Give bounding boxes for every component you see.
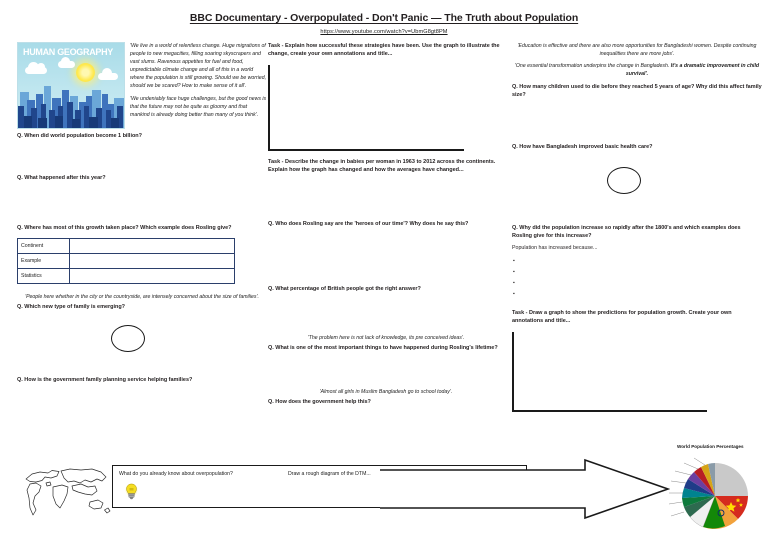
- table-row-label: Statistics: [18, 269, 70, 284]
- question-population-increase-1800s: Q. Why did the population increase so rapidly after the 1800's and which examples does Rosling give for this increase?: [512, 225, 741, 239]
- task-strategies: Task - Explain how successful these strategies have been. Use the graph to illustrate the change, create your own annotations and title...: [268, 43, 500, 57]
- cloud-icon: [25, 67, 47, 74]
- right-quote-2-bold: It's a dramatic improvement in child survival'.: [625, 63, 760, 77]
- middle-column: [268, 42, 504, 406]
- table-row-value[interactable]: [70, 254, 235, 269]
- page-title: BBC Documentary - Overpopulated - Don't Panic — The Truth about Population: [189, 12, 579, 24]
- question-family-planning: Q. How is the government family planning service helping families?: [17, 377, 193, 383]
- answer-circle[interactable]: [111, 325, 145, 352]
- question-health-care: Q. How have Bangladesh improved basic health care?: [512, 144, 653, 150]
- right-quote-2: [512, 62, 762, 78]
- left-column: [17, 42, 267, 384]
- y-axis: [268, 65, 270, 151]
- table-row[interactable]: [18, 239, 235, 254]
- question-heroes-of-our-time: Q. Who does Rosling say are the 'heroes of our time'? Why does he say this?: [268, 221, 469, 227]
- world-map-outline: [22, 465, 112, 520]
- list-item[interactable]: [512, 280, 762, 291]
- world-population-pie-chart: [653, 442, 765, 542]
- list-item[interactable]: [512, 258, 762, 269]
- left-quote-1: 'We live in a world of relentless change. Huge migrations of people to new megacities, filling soaring skyscrapers and vast slums. Ravenous appetites for fuel and food, unpredictable climate change and all of this in a world where the population is still growing. Should we be worried, should we be scared? How to make sense of it all'.: [130, 43, 267, 89]
- table-row[interactable]: [18, 269, 235, 284]
- page-header: [0, 8, 768, 35]
- right-quote-1: 'Education is effective and there are also more opportunities for Bangladeshi women. Despite continuing inequalities there are more jobs'.: [517, 43, 757, 57]
- population-increase-prompt: Population has increased because...: [512, 245, 598, 251]
- question-child-mortality: Q. How many children used to die before they reached 5 years of age? Why did this affect family size?: [512, 84, 762, 98]
- pie-chart-title: World Population Percentages: [677, 444, 744, 449]
- right-column: [512, 42, 762, 412]
- question-when-1-billion: Q. When did world population become 1 billion?: [17, 133, 142, 139]
- table-row[interactable]: [18, 254, 235, 269]
- bottom-starter-band: [0, 440, 768, 543]
- list-item[interactable]: [512, 269, 762, 280]
- video-url-link[interactable]: https://www.youtube.com/watch?v=UbmG8gt8PM: [320, 29, 448, 35]
- right-arrow: [380, 458, 670, 520]
- middle-quote-1: 'The problem here is not lack of knowledge, its pre conceived ideas'.: [307, 335, 465, 341]
- human-geography-banner: [17, 42, 125, 129]
- left-quote-2: 'We undeniably face huge challenges, but the good news is that the future may not be quite as gloomy and that mankind is already doing better than many of you think'.: [130, 96, 267, 118]
- y-axis: [512, 332, 514, 412]
- answer-circle[interactable]: [607, 167, 641, 194]
- table-row-label: Example: [18, 254, 70, 269]
- list-item[interactable]: [512, 291, 762, 302]
- banner-title: HUMAN GEOGRAPHY: [23, 47, 114, 57]
- starter-prompt-dtm-diagram: Draw a rough diagram of the DTM...: [288, 471, 371, 477]
- growth-table[interactable]: [17, 238, 235, 284]
- pie-chart-svg: [653, 450, 765, 542]
- answer-bullet-list[interactable]: [512, 258, 762, 302]
- x-axis: [268, 149, 464, 151]
- task-babies-per-woman: Task - Describe the change in babies per woman in 1963 to 2012 across the continents. Explain how the graph has changed and how the averages have changed...: [268, 159, 496, 173]
- question-what-happened-after: Q. What happened after this year?: [17, 175, 106, 181]
- table-row-value[interactable]: [70, 269, 235, 284]
- cityscape-skyline: [18, 76, 125, 128]
- table-row-value[interactable]: [70, 239, 235, 254]
- middle-quote-2: 'Almost all girls in Muslim Bangladesh go to school today'.: [319, 389, 453, 395]
- task-predictions-graph: Task - Draw a graph to show the predictions for population growth. Create your own annotations and title...: [512, 310, 732, 324]
- question-government-help: Q. How does the government help this?: [268, 399, 371, 405]
- question-where-growth: Q. Where has most of this growth taken place? Which example does Rosling give?: [17, 225, 232, 231]
- cloud-icon: [58, 61, 75, 68]
- x-axis: [512, 410, 707, 412]
- blank-graph-1[interactable]: [268, 65, 464, 151]
- question-most-important-thing: Q. What is one of the most important things to have happened during Rosling's lifetime?: [268, 345, 498, 351]
- question-new-family-type: Q. Which new type of family is emerging?: [17, 304, 125, 310]
- blank-graph-2[interactable]: [512, 332, 707, 412]
- question-british-percentage: Q. What percentage of British people got the right answer?: [268, 286, 421, 292]
- right-quote-2-plain: 'One essential transformation underpins the change in Bangladesh.: [514, 63, 670, 69]
- starter-prompt-overpopulation: What do you already know about overpopulation?: [119, 471, 233, 477]
- table-row-label: Continent: [18, 239, 70, 254]
- left-quote-3: 'People here whether in the city or the countryside, are intensely concerned about the size of families'.: [25, 294, 259, 300]
- lightbulb-icon: [125, 483, 138, 500]
